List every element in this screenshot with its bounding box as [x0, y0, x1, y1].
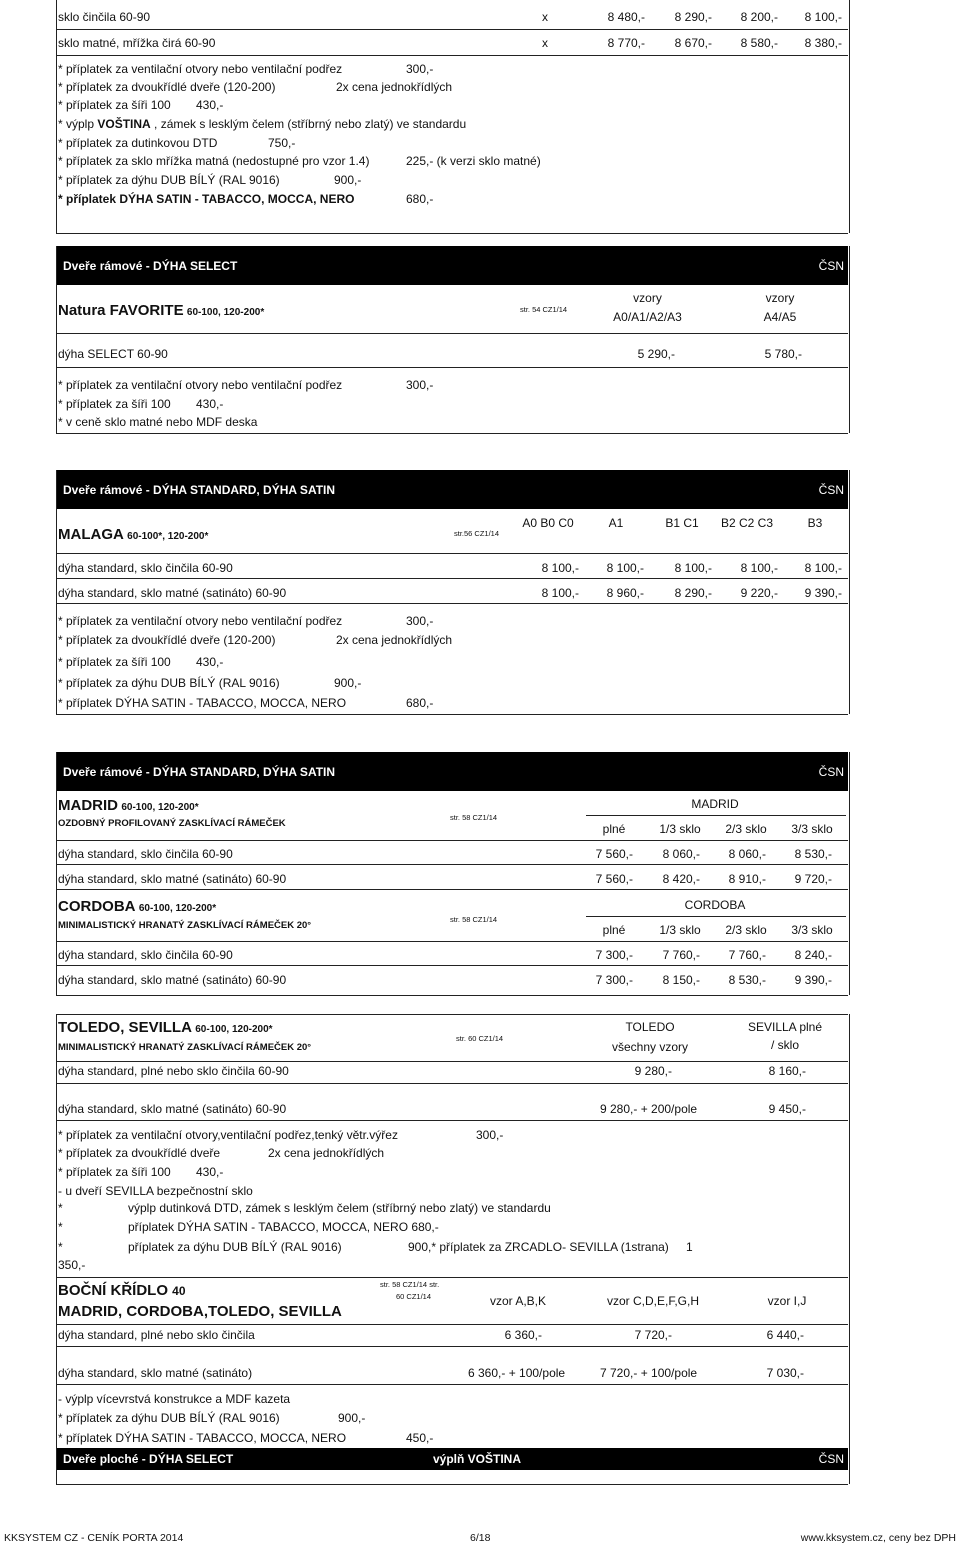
col-header: plné — [602, 923, 626, 937]
note: * příplatek za dutinkovou DTD — [58, 136, 218, 150]
note-star: * — [58, 1201, 63, 1215]
note: * příplatek za šíři 100 — [58, 98, 171, 112]
price: 8 480,- — [607, 10, 645, 24]
note: příplatek za dýhu DUB BÍLÝ (RAL 9016) — [128, 1240, 342, 1254]
note: * příplatek za dýhu DUB BÍLÝ (RAL 9016) — [58, 676, 280, 690]
row-label: dýha standard, plné nebo sklo činčila 60-90 — [58, 1064, 289, 1078]
model-title: CORDOBA 60-100, 120-200* — [58, 898, 217, 915]
model-title: MADRID 60-100, 120-200* — [58, 797, 199, 814]
group-header: MADRID — [691, 797, 739, 811]
note: * příplatek za ventilační otvory nebo ventilační podřez — [58, 378, 343, 392]
note: * příplatek za ventilační otvory nebo ventilační podřez — [58, 62, 343, 76]
price: 7 560,- — [595, 847, 633, 861]
catalog-ref: str. 58 CZ1/14 — [450, 813, 498, 822]
note-value: 900,- — [334, 173, 362, 187]
note-value: 2x cena jednokřídlých — [336, 633, 453, 647]
note: * příplatek za ventilační otvory,ventilační podřez,tenký větr.výřez — [58, 1128, 398, 1142]
row-label: dýha standard, sklo činčila 60-90 — [58, 847, 233, 861]
row-mark: x — [542, 36, 548, 50]
note: * příplatek za ventilační otvory nebo ventilační podřez — [58, 614, 343, 628]
note-value: 225,- (k verzi sklo matné) — [406, 154, 541, 168]
price: 8 670,- — [674, 36, 712, 50]
col-header: A1 — [608, 516, 624, 530]
col-header: vzor A,B,K — [489, 1294, 547, 1308]
note: příplatek DÝHA SATIN - TABACCO, MOCCA, NERO 680,- — [128, 1220, 439, 1234]
model-title: BOČNÍ KŘÍDLO 40 — [58, 1282, 186, 1299]
price: 8 100,- — [541, 561, 579, 575]
footer-left: KKSYSTEM CZ - CENÍK PORTA 2014 — [4, 1532, 184, 1544]
note: * výplp VOŠTINA , zámek s lesklým čelem (stříbrný nebo zlatý) ve standardu — [58, 117, 467, 131]
price: 8 240,- — [794, 948, 832, 962]
price: 7 720,- — [634, 1328, 672, 1342]
price: 7 030,- — [766, 1366, 804, 1380]
section-header: Dveře ploché - DÝHA SELECT výplň VOŠTINA ČSN — [57, 1448, 848, 1470]
col-header: 1/3 sklo — [659, 923, 701, 937]
price: 9 280,- + 200/pole — [600, 1102, 698, 1116]
note: * příplatek za dvoukřídlé dveře (120-200) — [58, 80, 276, 94]
model-list: MADRID, CORDOBA,TOLEDO, SEVILLA — [58, 1303, 342, 1320]
note-value: 900,- — [334, 676, 362, 690]
catalog-ref: str. 54 CZ1/14 — [520, 305, 568, 314]
col-header: plné — [602, 822, 626, 836]
note-value: 300,- — [406, 614, 434, 628]
price: 7 300,- — [595, 948, 633, 962]
catalog-ref: str. 58 CZ1/14 — [450, 915, 498, 924]
price: 8 160,- — [768, 1064, 806, 1078]
note: * příplatek za dvoukřídlé dveře — [58, 1146, 221, 1160]
price: 7 300,- — [595, 973, 633, 987]
note-value: 680,- — [406, 192, 434, 206]
price: 8 290,- — [674, 586, 712, 600]
price: 6 360,- — [504, 1328, 542, 1342]
col-header: vzory — [633, 291, 662, 305]
model-subtitle: MINIMALISTICKÝ HRANATÝ ZASKLÍVACÍ RÁMEČEK 20° — [58, 1042, 312, 1053]
footer-right: www.kksystem.cz, ceny bez DPH — [800, 1532, 956, 1544]
price: 6 360,- + 100/pole — [468, 1366, 566, 1380]
note-value: 2x cena jednokřídlých — [268, 1146, 385, 1160]
price: 8 290,- — [674, 10, 712, 24]
note-value: 2x cena jednokřídlých — [336, 80, 453, 94]
note-star: * — [58, 1220, 63, 1234]
col-header: B1 C1 — [665, 516, 699, 530]
note: * příplatek za dýhu DUB BÍLÝ (RAL 9016) — [58, 1411, 280, 1425]
col-header: 1/3 sklo — [659, 822, 701, 836]
col-header: A0/A1/A2/A3 — [613, 310, 682, 324]
col-header: TOLEDO — [625, 1020, 675, 1034]
price: 9 280,- — [634, 1064, 672, 1078]
col-header: B2 C2 C3 — [720, 516, 774, 530]
col-header: A4/A5 — [763, 310, 797, 324]
note-value: 750,- — [268, 136, 296, 150]
price: 8 960,- — [606, 586, 644, 600]
note: * příplatek DÝHA SATIN - TABACCO, MOCCA, NERO — [58, 1431, 347, 1445]
note-value: 450,- — [406, 1431, 434, 1445]
section-header: Dveře rámové - DÝHA SELECT ČSN — [57, 246, 848, 285]
row-label: dýha standard, sklo činčila 60-90 — [58, 948, 233, 962]
page-number: 6/18 — [470, 1532, 491, 1544]
note-value: 430,- — [196, 397, 224, 411]
note: výplp dutinková DTD, zámek s lesklým čelem (stříbrný nebo zlatý) ve standardu — [128, 1201, 551, 1215]
model-title: Natura FAVORITE 60-100, 120-200* — [58, 302, 265, 319]
col-header: / sklo — [770, 1038, 799, 1052]
row-label: dýha standard, sklo matné (satináto) 60-90 — [58, 586, 287, 600]
price: 9 220,- — [740, 586, 778, 600]
price: 6 440,- — [766, 1328, 804, 1342]
row-label: sklo činčila 60-90 — [58, 10, 151, 24]
price: 8 100,- — [674, 561, 712, 575]
catalog-ref: str.56 CZ1/14 — [454, 529, 500, 538]
price: 8 530,- — [728, 973, 766, 987]
price: 8 770,- — [607, 36, 645, 50]
col-header: všechny vzory — [611, 1040, 689, 1054]
note-value: 430,- — [196, 98, 224, 112]
price: 8 060,- — [662, 847, 700, 861]
note: - u dveří SEVILLA bezpečnostní sklo — [58, 1184, 253, 1198]
note: * příplatek DÝHA SATIN - TABACCO, MOCCA, NERO — [58, 696, 347, 710]
note-value: 900,* příplatek za ZRCADLO- SEVILLA (1strana) — [408, 1240, 669, 1254]
price: 8 530,- — [794, 847, 832, 861]
col-header: 3/3 sklo — [791, 822, 833, 836]
price: 8 200,- — [740, 10, 778, 24]
price: 8 150,- — [662, 973, 700, 987]
price: 9 390,- — [794, 973, 832, 987]
note: * v ceně sklo matné nebo MDF deska — [58, 415, 258, 429]
note-value: 430,- — [196, 1165, 224, 1179]
fill-label: výplň VOŠTINA — [433, 1452, 522, 1466]
note-value: 1 — [686, 1240, 693, 1254]
group-header: CORDOBA — [684, 898, 746, 912]
section-header: Dveře rámové - DÝHA STANDARD, DÝHA SATIN ČSN — [57, 470, 848, 509]
note: * příplatek za dvoukřídlé dveře (120-200) — [58, 633, 276, 647]
col-header: A0 B0 C0 — [522, 516, 574, 530]
row-label: dýha standard, sklo matné (satináto) 60-90 — [58, 1102, 287, 1116]
price: 7 760,- — [662, 948, 700, 962]
model-subtitle: OZDOBNÝ PROFILOVANÝ ZASKLÍVACÍ RÁMEČEK — [58, 818, 286, 829]
note-value: 300,- — [476, 1128, 504, 1142]
col-header: vzory — [765, 291, 795, 305]
row-label: dýha standard, sklo matné (satináto) 60-90 — [58, 973, 287, 987]
price: 5 780,- — [764, 347, 802, 361]
col-header: SEVILLA plné — [747, 1020, 823, 1034]
price: 9 450,- — [768, 1102, 806, 1116]
note: * příplatek za dýhu DUB BÍLÝ (RAL 9016) — [58, 173, 280, 187]
note-value: 430,- — [196, 655, 224, 669]
catalog-ref: str. 60 CZ1/14 — [456, 1034, 504, 1043]
note-value: 900,- — [338, 1411, 366, 1425]
price: 8 100,- — [541, 586, 579, 600]
price: 8 100,- — [804, 10, 842, 24]
row-label: dýha SELECT 60-90 — [58, 347, 168, 361]
col-header: 3/3 sklo — [791, 923, 833, 937]
note: * příplatek za šíři 100 — [58, 1165, 171, 1179]
price: 9 390,- — [804, 586, 842, 600]
price: 8 100,- — [606, 561, 644, 575]
price: 5 290,- — [637, 347, 675, 361]
col-header: vzor C,D,E,F,G,H — [606, 1294, 699, 1308]
note-star: * — [58, 1240, 63, 1254]
row-label: dýha standard, sklo činčila 60-90 — [58, 561, 233, 575]
note: - výplp vícevrstvá konstrukce a MDF kazeta — [58, 1392, 291, 1406]
note: * příplatek za sklo mřížka matná (nedostupné pro vzor 1.4) — [58, 154, 370, 168]
price: 8 060,- — [728, 847, 766, 861]
model-title: TOLEDO, SEVILLA 60-100, 120-200* — [58, 1019, 273, 1036]
row-label: dýha standard, sklo matné (satináto) — [58, 1366, 253, 1380]
col-header: 2/3 sklo — [725, 822, 767, 836]
price: 7 720,- + 100/pole — [600, 1366, 698, 1380]
price: 8 100,- — [740, 561, 778, 575]
note-value: 350,- — [58, 1258, 86, 1272]
row-label: dýha standard, sklo matné (satináto) 60-90 — [58, 872, 287, 886]
note-value: 300,- — [406, 378, 434, 392]
note: * příplatek za šíři 100 — [58, 397, 171, 411]
price: 9 720,- — [794, 872, 832, 886]
catalog-ref: str. 58 CZ1/14 str. — [380, 1280, 440, 1289]
col-header: B3 — [807, 516, 823, 530]
col-header: vzor I,J — [767, 1294, 807, 1308]
price: 8 580,- — [740, 36, 778, 50]
note: * příplatek DÝHA SATIN - TABACCO, MOCCA, NERO — [58, 192, 355, 206]
note: * příplatek za šíři 100 — [58, 655, 171, 669]
model-title: MALAGA 60-100*, 120-200* — [58, 526, 209, 543]
col-header: 2/3 sklo — [725, 923, 767, 937]
row-mark: x — [542, 10, 548, 24]
row-label: sklo matné, mřížka čirá 60-90 — [58, 36, 216, 50]
price: 7 760,- — [728, 948, 766, 962]
catalog-ref: 60 CZ1/14 — [396, 1292, 432, 1301]
note-value: 680,- — [406, 696, 434, 710]
price: 7 560,- — [595, 872, 633, 886]
model-subtitle: MINIMALISTICKÝ HRANATÝ ZASKLÍVACÍ RÁMEČEK 20° — [58, 920, 312, 931]
row-label: dýha standard, plné nebo sklo činčila — [58, 1328, 255, 1342]
section-header: Dveře rámové - DÝHA STANDARD, DÝHA SATIN ČSN — [57, 752, 848, 791]
price: 8 100,- — [804, 561, 842, 575]
note-value: 300,- — [406, 62, 434, 76]
price: 8 910,- — [728, 872, 766, 886]
price: 8 380,- — [804, 36, 842, 50]
price: 8 420,- — [662, 872, 700, 886]
